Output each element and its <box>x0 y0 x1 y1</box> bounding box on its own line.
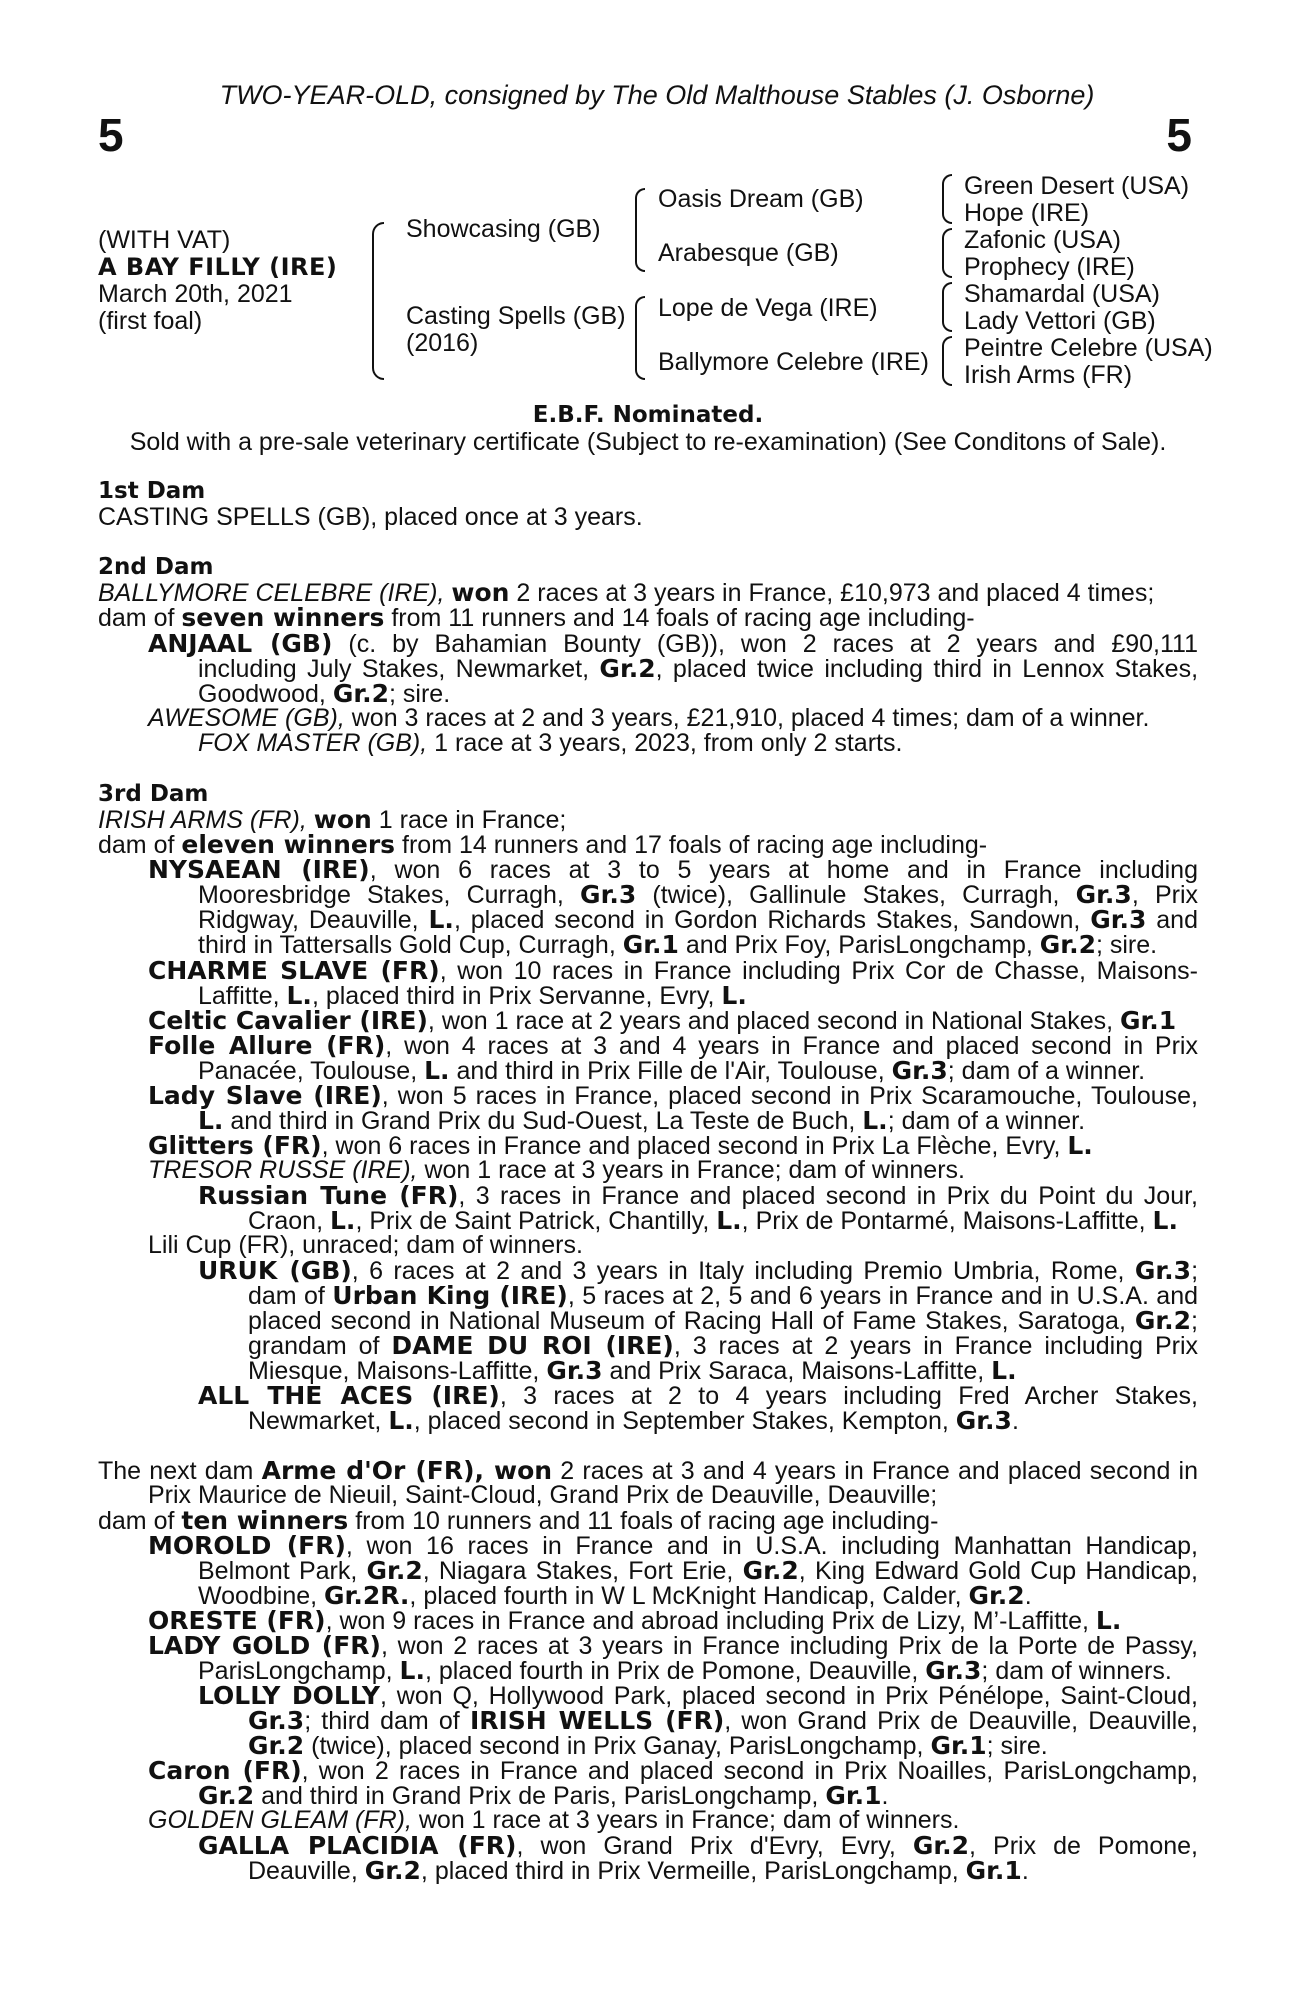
celtic-line: Celtic Cavalier (IRE), won 1 race at 2 years and placed second in National Stakes, Gr.1 <box>148 1006 1177 1035</box>
dam-year: (2016) <box>406 329 479 357</box>
lolly-dolly-line2: Gr.3; third dam of IRISH WELLS (FR), won Grand Prix de Deauville, Deauville, <box>248 1706 1198 1735</box>
charme-line2: Laffitte, L., placed third in Prix Servanne, Evry, L. <box>198 981 747 1010</box>
uruk-line5: Miesque, Maisons-Laffitte, Gr.3 and Prix Saraca, Maisons-Laffitte, L. <box>248 1356 1017 1385</box>
next-dam-line3: dam of ten winners from 10 runners and 11 foals of racing age including- <box>98 1506 939 1535</box>
bracket-g2 <box>942 228 952 278</box>
nysaean-line2: Mooresbridge Stakes, Curragh, Gr.3 (twice), Gallinule Stakes, Curragh, Gr.3, Prix <box>198 880 1198 909</box>
folle-line2: Panacée, Toulouse, L. and third in Prix Fille de l'Air, Toulouse, Gr.3; dam of a winner. <box>198 1056 1146 1085</box>
uruk-line3: placed second in National Museum of Racing Hall of Fame Stakes, Saratoga, Gr.2; <box>248 1306 1198 1335</box>
gs-4: Prophecy (IRE) <box>964 253 1135 281</box>
consignor-header: TWO-YEAR-OLD, consigned by The Old Malthouse Stables (J. Osborne) <box>219 80 1095 110</box>
lady-slave-line2: L. and third in Grand Prix du Sud-Ouest, La Teste de Buch, L.; dam of a winner. <box>198 1106 1086 1135</box>
bracket-g1 <box>942 174 952 224</box>
bracket-dam <box>635 296 645 380</box>
caron-line2: Gr.2 and third in Grand Prix de Paris, ParisLongchamp, Gr.1. <box>198 1781 889 1810</box>
horse-name: A BAY FILLY (IRE) <box>98 253 338 281</box>
lot-number-left: 5 <box>98 109 124 161</box>
dam: Casting Spells (GB) <box>406 302 626 330</box>
dam-sire: Lope de Vega (IRE) <box>658 294 878 322</box>
glitters-line: Glitters (FR), won 6 races in France and placed second in Prix La Flèche, Evry, L. <box>148 1131 1093 1160</box>
lili-cup-line: Lili Cup (FR), unraced; dam of winners. <box>148 1231 583 1259</box>
next-dam-line2: Prix Maurice de Nieuil, Saint-Cloud, Grand Prix de Deauville, Deauville; <box>148 1481 938 1509</box>
gs-7: Peintre Celebre (USA) <box>964 334 1213 362</box>
aces-line1: ALL THE ACES (IRE), 3 races at 2 to 4 years including Fred Archer Stakes, <box>198 1381 1198 1410</box>
morold-line3: Woodbine, Gr.2R., placed fourth in W L McKnight Handicap, Calder, Gr.2. <box>198 1581 1032 1610</box>
uruk-line1: URUK (GB), 6 races at 2 and 3 years in Italy including Premio Umbria, Rome, Gr.3; <box>198 1256 1199 1285</box>
vet-note: Sold with a pre-sale veterinary certificate (Subject to re-examination) (See Conditons of Sale). <box>129 428 1167 456</box>
lady-gold-line1: LADY GOLD (FR), won 2 races at 3 years in France including Prix de la Porte de Passy, <box>148 1631 1199 1660</box>
anjaal-line2: including July Stakes, Newmarket, Gr.2, placed twice including third in Lennox Stakes, <box>198 654 1199 683</box>
dam3-line1: IRISH ARMS (FR), won 1 race in France; <box>98 805 567 834</box>
vat-note: (WITH VAT) <box>98 226 231 254</box>
first-dam-text: CASTING SPELLS (GB), placed once at 3 years. <box>98 503 643 531</box>
anjaal-line3: Goodwood, Gr.2; sire. <box>198 679 451 708</box>
fox-master-line: FOX MASTER (GB), 1 race at 3 years, 2023, from only 2 starts. <box>198 729 903 757</box>
nysaean-line4: third in Tattersalls Gold Cup, Curragh, Gr.1 and Prix Foy, ParisLongchamp, Gr.2; sire. <box>198 930 1158 959</box>
nysaean-line1: NYSAEAN (IRE), won 6 races at 3 to 5 years at home and in France including <box>148 855 1198 884</box>
lolly-dolly-line3: Gr.2 (twice), placed second in Prix Ganay, ParisLongchamp, Gr.1; sire. <box>248 1731 1048 1760</box>
russian-line2: Craon, L., Prix de Saint Patrick, Chantilly, L., Prix de Pontarmé, Maisons-Laffitte, L. <box>248 1206 1178 1235</box>
dam3-line2: dam of eleven winners from 14 runners and 17 foals of racing age including- <box>98 830 988 859</box>
morold-line2: Belmont Park, Gr.2, Niagara Stakes, Fort Erie, Gr.2, King Edward Gold Cup Handicap, <box>198 1556 1198 1585</box>
russian-line1: Russian Tune (FR), 3 races in France and placed second in Prix du Point du Jour, <box>198 1181 1198 1210</box>
dam-dam: Ballymore Celebre (IRE) <box>658 348 929 376</box>
bracket-g4 <box>942 336 952 386</box>
charme-line1: CHARME SLAVE (FR), won 10 races in France including Prix Cor de Chasse, Maisons- <box>148 956 1198 985</box>
morold-line1: MOROLD (FR), won 16 races in France and in U.S.A. including Manhattan Handicap, <box>148 1531 1198 1560</box>
gs-5: Shamardal (USA) <box>964 280 1160 308</box>
next-dam-line1: The next dam Arme d'Or (FR), won 2 races at 3 and 4 years in France and placed second in <box>98 1456 1199 1485</box>
lady-gold-line2: ParisLongchamp, L., placed fourth in Prix de Pomone, Deauville, Gr.3; dam of winners. <box>198 1656 1172 1685</box>
gs-6: Lady Vettori (GB) <box>964 307 1156 335</box>
gs-1: Green Desert (USA) <box>964 172 1190 200</box>
tresor-line: TRESOR RUSSE (IRE), won 1 race at 3 years in France; dam of winners. <box>148 1156 965 1184</box>
galla-line1: GALLA PLACIDIA (FR), won Grand Prix d'Evry, Evry, Gr.2, Prix de Pomone, <box>198 1831 1198 1860</box>
gs-3: Zafonic (USA) <box>964 226 1121 254</box>
dam2-line1: BALLYMORE CELEBRE (IRE), won 2 races at 3 years in France, £10,973 and placed 4 times; <box>98 578 1155 607</box>
galla-line2: Deauville, Gr.2, placed third in Prix Vermeille, ParisLongchamp, Gr.1. <box>248 1856 1029 1885</box>
anjaal-line1: ANJAAL (GB) (c. by Bahamian Bounty (GB)), won 2 races at 2 years and £90,111 <box>148 629 1198 658</box>
lolly-dolly-line1: LOLLY DOLLY, won Q, Hollywood Park, placed second in Prix Pénélope, Saint-Cloud, <box>198 1681 1199 1710</box>
bracket-g3 <box>942 282 952 332</box>
first-foal-note: (first foal) <box>98 307 203 335</box>
caron-line1: Caron (FR), won 2 races in France and placed second in Prix Noailles, ParisLongchamp, <box>148 1756 1198 1785</box>
dam2-line2: dam of seven winners from 11 runners and 14 foals of racing age including- <box>98 603 975 632</box>
second-dam-heading: 2nd Dam <box>98 554 214 580</box>
third-dam-heading: 3rd Dam <box>98 781 209 807</box>
awesome-line: AWESOME (GB), won 3 races at 2 and 3 years, £21,910, placed 4 times; dam of a winner. <box>148 704 1150 732</box>
sire-sire: Oasis Dream (GB) <box>658 185 864 213</box>
uruk-line4: grandam of DAME DU ROI (IRE), 3 races at 2 years in France including Prix <box>248 1331 1198 1360</box>
nysaean-line3: Ridgway, Deauville, L., placed second in Gordon Richards Stakes, Sandown, Gr.3 and <box>198 905 1198 934</box>
uruk-line2: dam of Urban King (IRE), 5 races at 2, 5 and 6 years in France and in U.S.A. and <box>248 1281 1198 1310</box>
bracket-sire <box>635 188 645 272</box>
sire: Showcasing (GB) <box>406 215 601 243</box>
oreste-line: ORESTE (FR), won 9 races in France and abroad including Prix de Lizy, M’-Laffitte, L. <box>148 1606 1122 1635</box>
foaling-date: March 20th, 2021 <box>98 280 293 308</box>
gs-2: Hope (IRE) <box>964 199 1090 227</box>
sire-dam: Arabesque (GB) <box>658 239 839 267</box>
aces-line2: Newmarket, L., placed second in September Stakes, Kempton, Gr.3. <box>248 1406 1019 1435</box>
golden-gleam-line: GOLDEN GLEAM (FR), won 1 race at 3 years in France; dam of winners. <box>148 1806 960 1834</box>
first-dam-heading: 1st Dam <box>98 478 206 504</box>
ebf-note: E.B.F. Nominated. <box>532 402 764 428</box>
gs-8: Irish Arms (FR) <box>964 361 1133 389</box>
lady-slave-line1: Lady Slave (IRE), won 5 races in France, placed second in Prix Scaramouche, Toulouse, <box>148 1081 1198 1110</box>
folle-line1: Folle Allure (FR), won 4 races at 3 and 4 years in France and placed second in Prix <box>148 1031 1198 1060</box>
lot-number-right: 5 <box>1166 109 1192 161</box>
bracket-main <box>372 222 384 380</box>
